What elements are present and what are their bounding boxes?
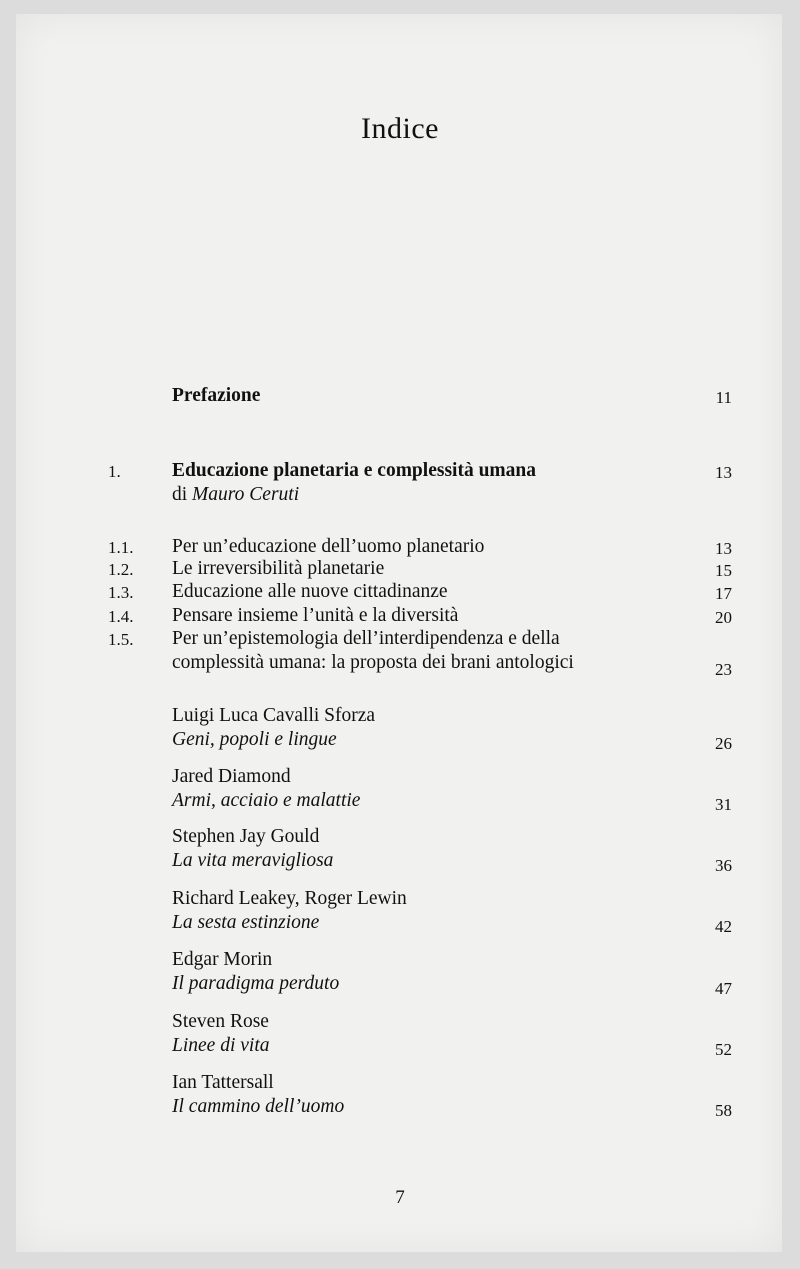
reading-author: Luigi Luca Cavalli Sforza	[172, 705, 376, 726]
reading-page: 52	[715, 1040, 732, 1059]
preface-label: Prefazione	[172, 385, 261, 406]
reading-work: Linee di vita	[172, 1035, 270, 1056]
section-number: 1.5.	[108, 630, 134, 649]
reading-author: Stephen Jay Gould	[172, 826, 320, 847]
reading-work: La vita meravigliosa	[172, 850, 334, 871]
reading-author: Richard Leakey, Roger Lewin	[172, 888, 407, 909]
section-title-line1: Per un’epistemologia dell’interdipendenza e della	[172, 628, 560, 649]
reading-work: Geni, popoli e lingue	[172, 729, 337, 750]
section-number: 1.4.	[108, 607, 134, 626]
chapter-title: Educazione planetaria e complessità umana	[172, 460, 536, 481]
reading-page: 36	[715, 856, 732, 875]
section-page: 13	[715, 539, 732, 558]
reading-page: 26	[715, 734, 732, 753]
section-title: Le irreversibilità planetarie	[172, 558, 385, 579]
chapter-author: Mauro Ceruti	[192, 484, 300, 505]
reading-work: Il cammino dell’uomo	[172, 1096, 345, 1117]
section-title-line2: complessità umana: la proposta dei brani antologici	[172, 652, 574, 673]
page-title: Indice	[361, 112, 439, 145]
preface-page: 11	[715, 388, 732, 407]
section-page: 20	[715, 608, 732, 627]
reading-page: 42	[715, 917, 732, 936]
reading-work: Armi, acciaio e malattie	[172, 790, 361, 811]
reading-work: La sesta estinzione	[172, 912, 320, 933]
chapter-page: 13	[715, 463, 732, 482]
section-number: 1.1.	[108, 538, 134, 557]
reading-author: Steven Rose	[172, 1011, 269, 1032]
section-number: 1.3.	[108, 583, 134, 602]
chapter-number: 1.	[108, 462, 121, 481]
section-title: Per un’educazione dell’uomo planetario	[172, 536, 485, 557]
page-number: 7	[395, 1187, 405, 1208]
section-page: 23	[715, 660, 732, 679]
reading-page: 58	[715, 1101, 732, 1120]
section-page: 17	[715, 584, 732, 603]
reading-author: Ian Tattersall	[172, 1072, 274, 1093]
reading-work: Il paradigma perduto	[172, 973, 340, 994]
reading-author: Edgar Morin	[172, 949, 273, 970]
reading-page: 47	[715, 979, 732, 998]
author-prefix: di	[172, 484, 193, 505]
section-page: 15	[715, 561, 732, 580]
section-number: 1.2.	[108, 560, 134, 579]
reading-author: Jared Diamond	[172, 766, 291, 787]
section-title: Pensare insieme l’unità e la diversità	[172, 605, 459, 626]
section-title: Educazione alle nuove cittadinanze	[172, 581, 448, 602]
reading-page: 31	[715, 795, 732, 814]
chapter-author-line	[172, 483, 299, 507]
